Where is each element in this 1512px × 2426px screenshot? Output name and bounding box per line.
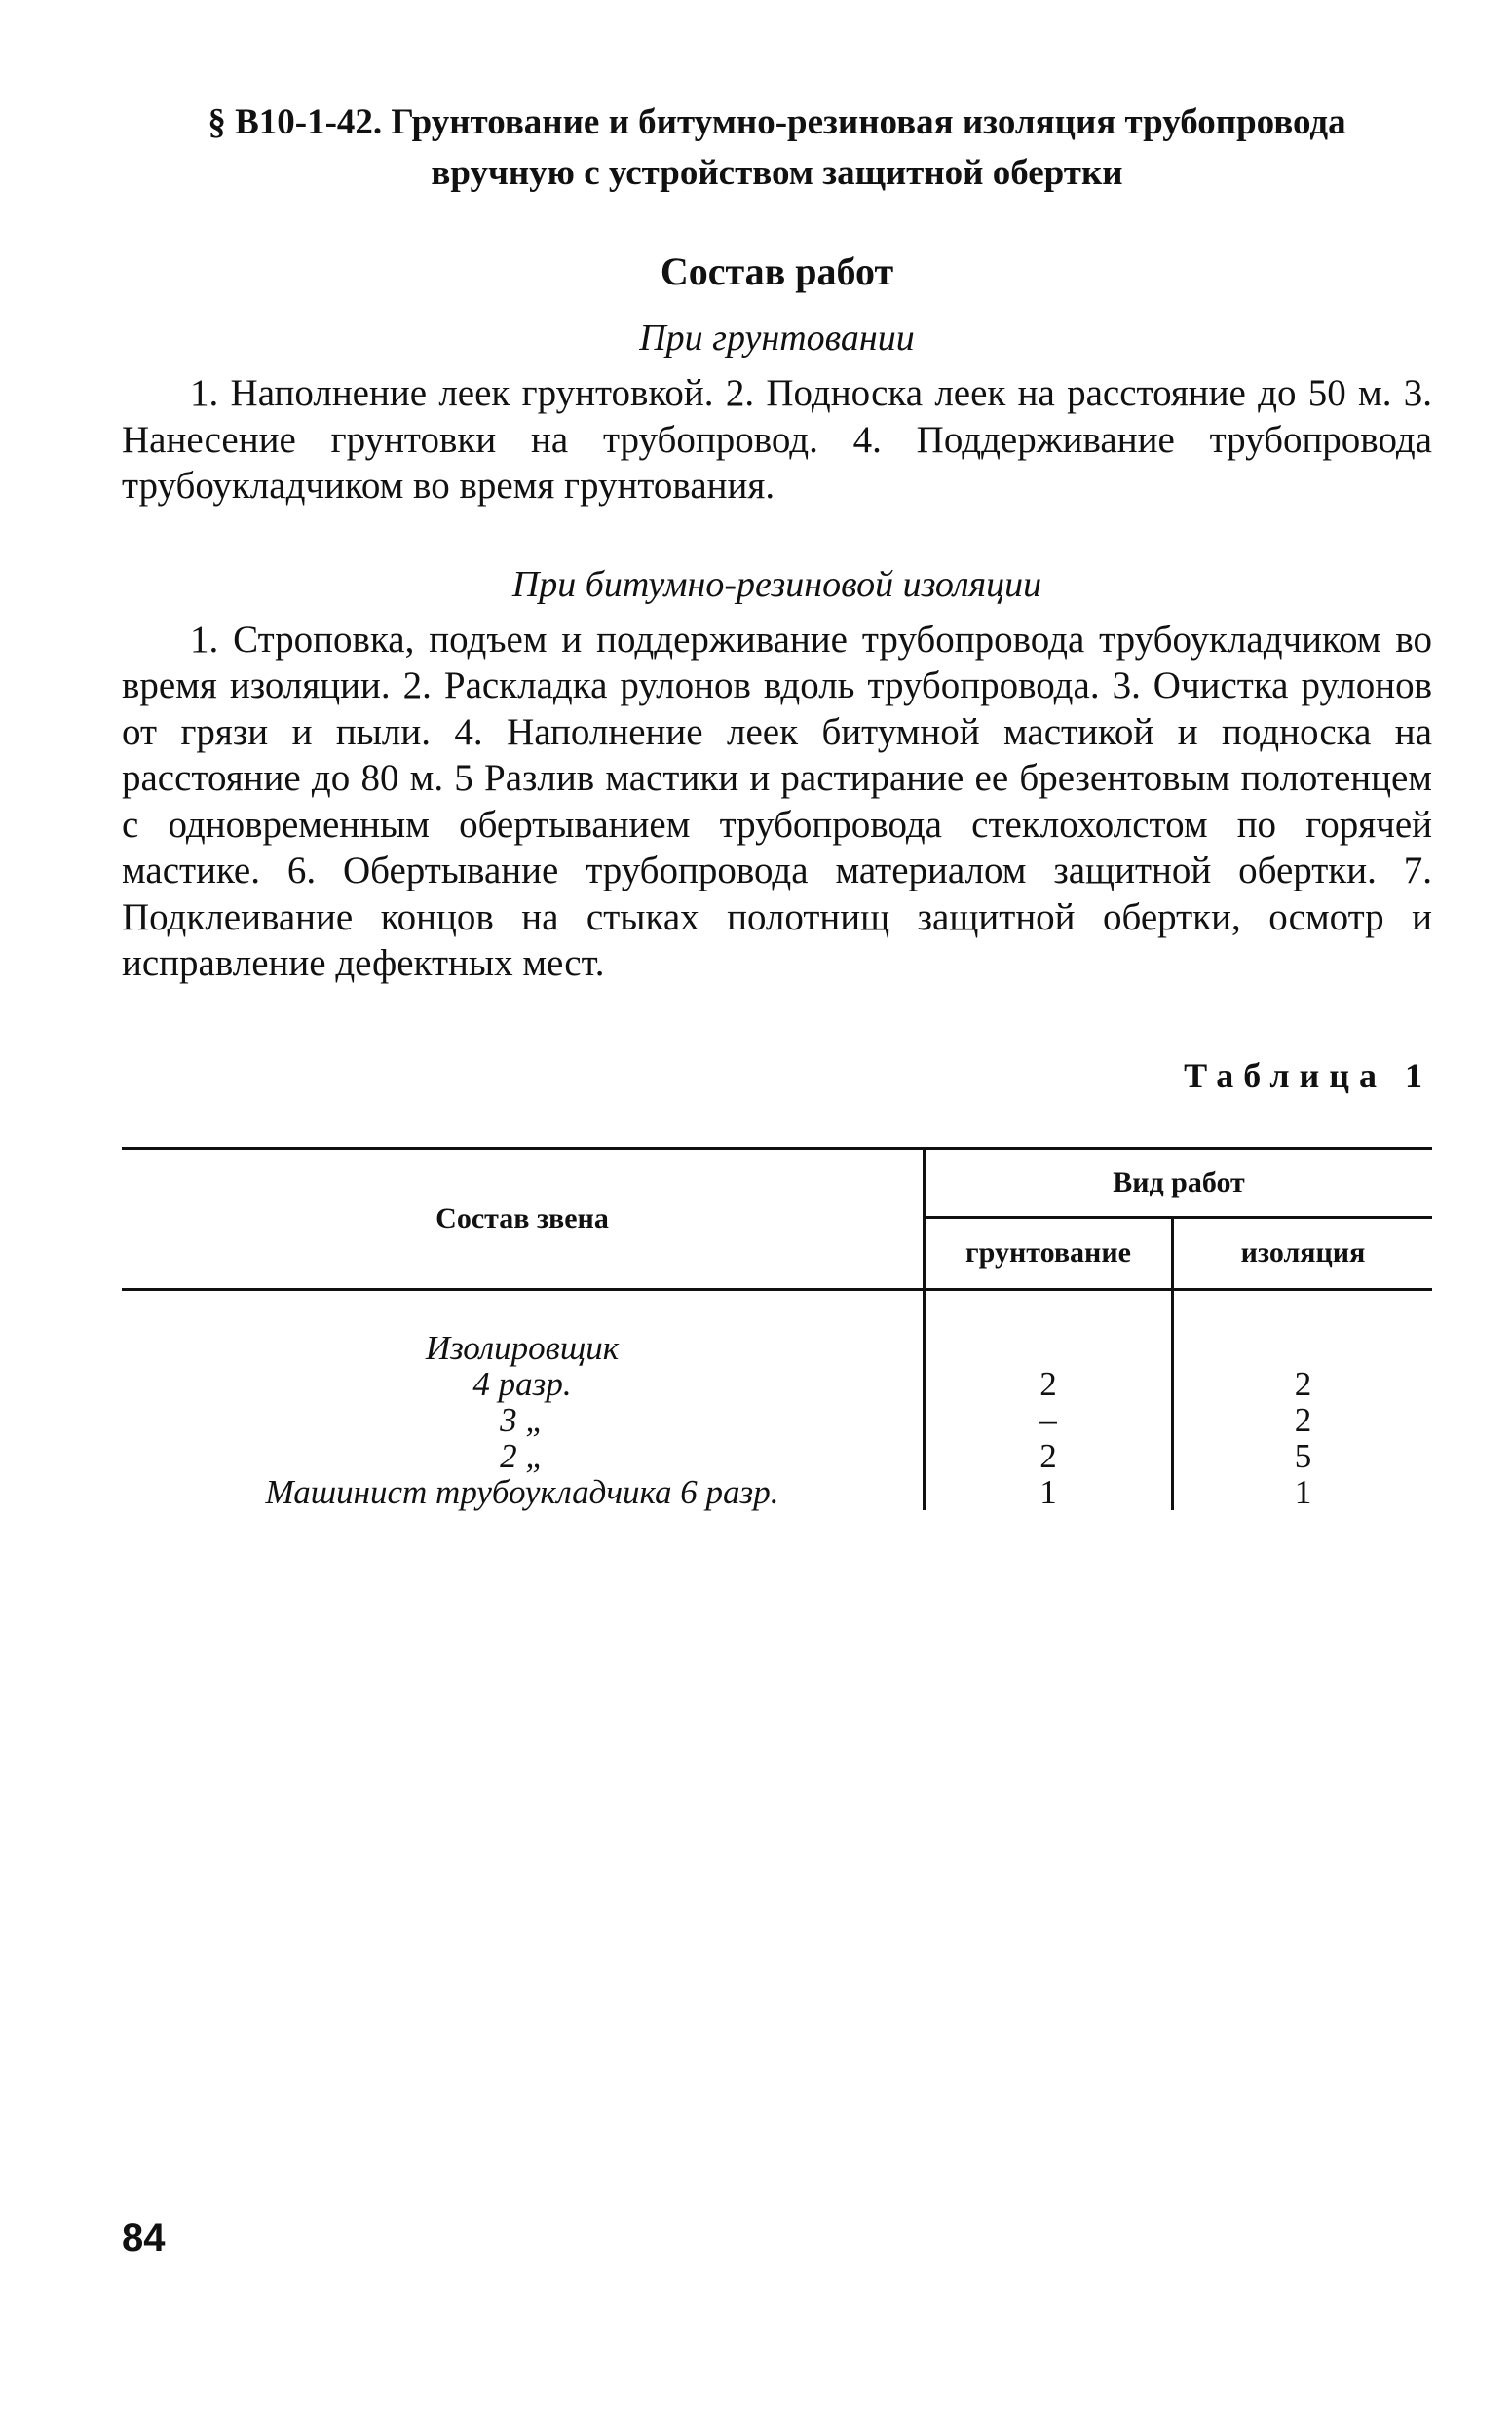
- priming-count: 2: [925, 1366, 1173, 1402]
- insulation-count: [1173, 1330, 1433, 1366]
- page-number: 84: [122, 2217, 166, 2259]
- priming-subtitle: При грунтовании: [639, 318, 915, 359]
- crew-member: 3 „: [122, 1402, 925, 1438]
- table-row: [122, 1330, 1432, 1366]
- composition-title: Состав работ: [660, 249, 894, 293]
- document-page: [122, 97, 1432, 1510]
- priming-count: –: [925, 1402, 1173, 1438]
- table-caption: Таблица 1: [1184, 1055, 1432, 1095]
- crew-member: 2 „: [122, 1438, 925, 1474]
- priming-count: 2: [925, 1438, 1173, 1474]
- section-heading-line1: § В10-1-42. Грунтование и битумно-резиновая изоляция трубопровода: [208, 102, 1346, 142]
- header-crew: Состав звена: [122, 1148, 925, 1289]
- table-row: [122, 1366, 1432, 1402]
- table-row: [122, 1474, 1432, 1510]
- insulation-count: 5: [1294, 1436, 1312, 1475]
- crew-member: 4 разр.: [122, 1366, 925, 1402]
- insulation-text: 1. Строповка, подъем и поддерживание трубопровода трубоукладчиком во время изоляции. 2. Раскладка рулонов вдоль трубопровода. 3. Очистка рулонов от грязи и пыли. 4. Наполнение леек битумной мастикой и подноска на расстояние до 80 м. 5 Разлив мастики и растирание ее брезентовым полотенцем с одновременным обертыванием трубопровода стеклохолстом по горячей мастике. 6. Обертывание трубопровода материалом защитной обертки. 7. Подклеивание концов на стыках полотнищ защитной обертки, осмотр и исправление дефектных мест.: [122, 618, 1432, 984]
- crew-member: Изолировщик: [122, 1330, 925, 1366]
- priming-count: [925, 1330, 1173, 1366]
- insulation-count: 1: [1294, 1472, 1312, 1511]
- table-row: [122, 1402, 1432, 1438]
- crew-member: Машинист трубоукладчика 6 разр.: [122, 1474, 925, 1510]
- priming-text: 1. Наполнение леек грунтовкой. 2. Подноска леек на расстояние до 50 м. 3. Нанесение грунтовки на трубопровод. 4. Поддерживание трубопровода трубоукладчиком во время грунтования.: [122, 372, 1432, 507]
- table-row: [122, 1438, 1432, 1474]
- header-priming: грунтование: [925, 1217, 1173, 1289]
- insulation-count: 2: [1294, 1400, 1312, 1439]
- header-insulation: изоляция: [1173, 1217, 1433, 1289]
- section-heading: [122, 97, 1432, 199]
- priming-count: 1: [925, 1474, 1173, 1510]
- insulation-subtitle: При битумно-резиновой изоляции: [511, 563, 1042, 605]
- crew-table: [122, 1147, 1432, 1510]
- insulation-count: 2: [1294, 1364, 1312, 1403]
- section-heading-line2: вручную с устройством защитной обертки: [431, 153, 1123, 193]
- header-work-type: Вид работ: [925, 1148, 1433, 1217]
